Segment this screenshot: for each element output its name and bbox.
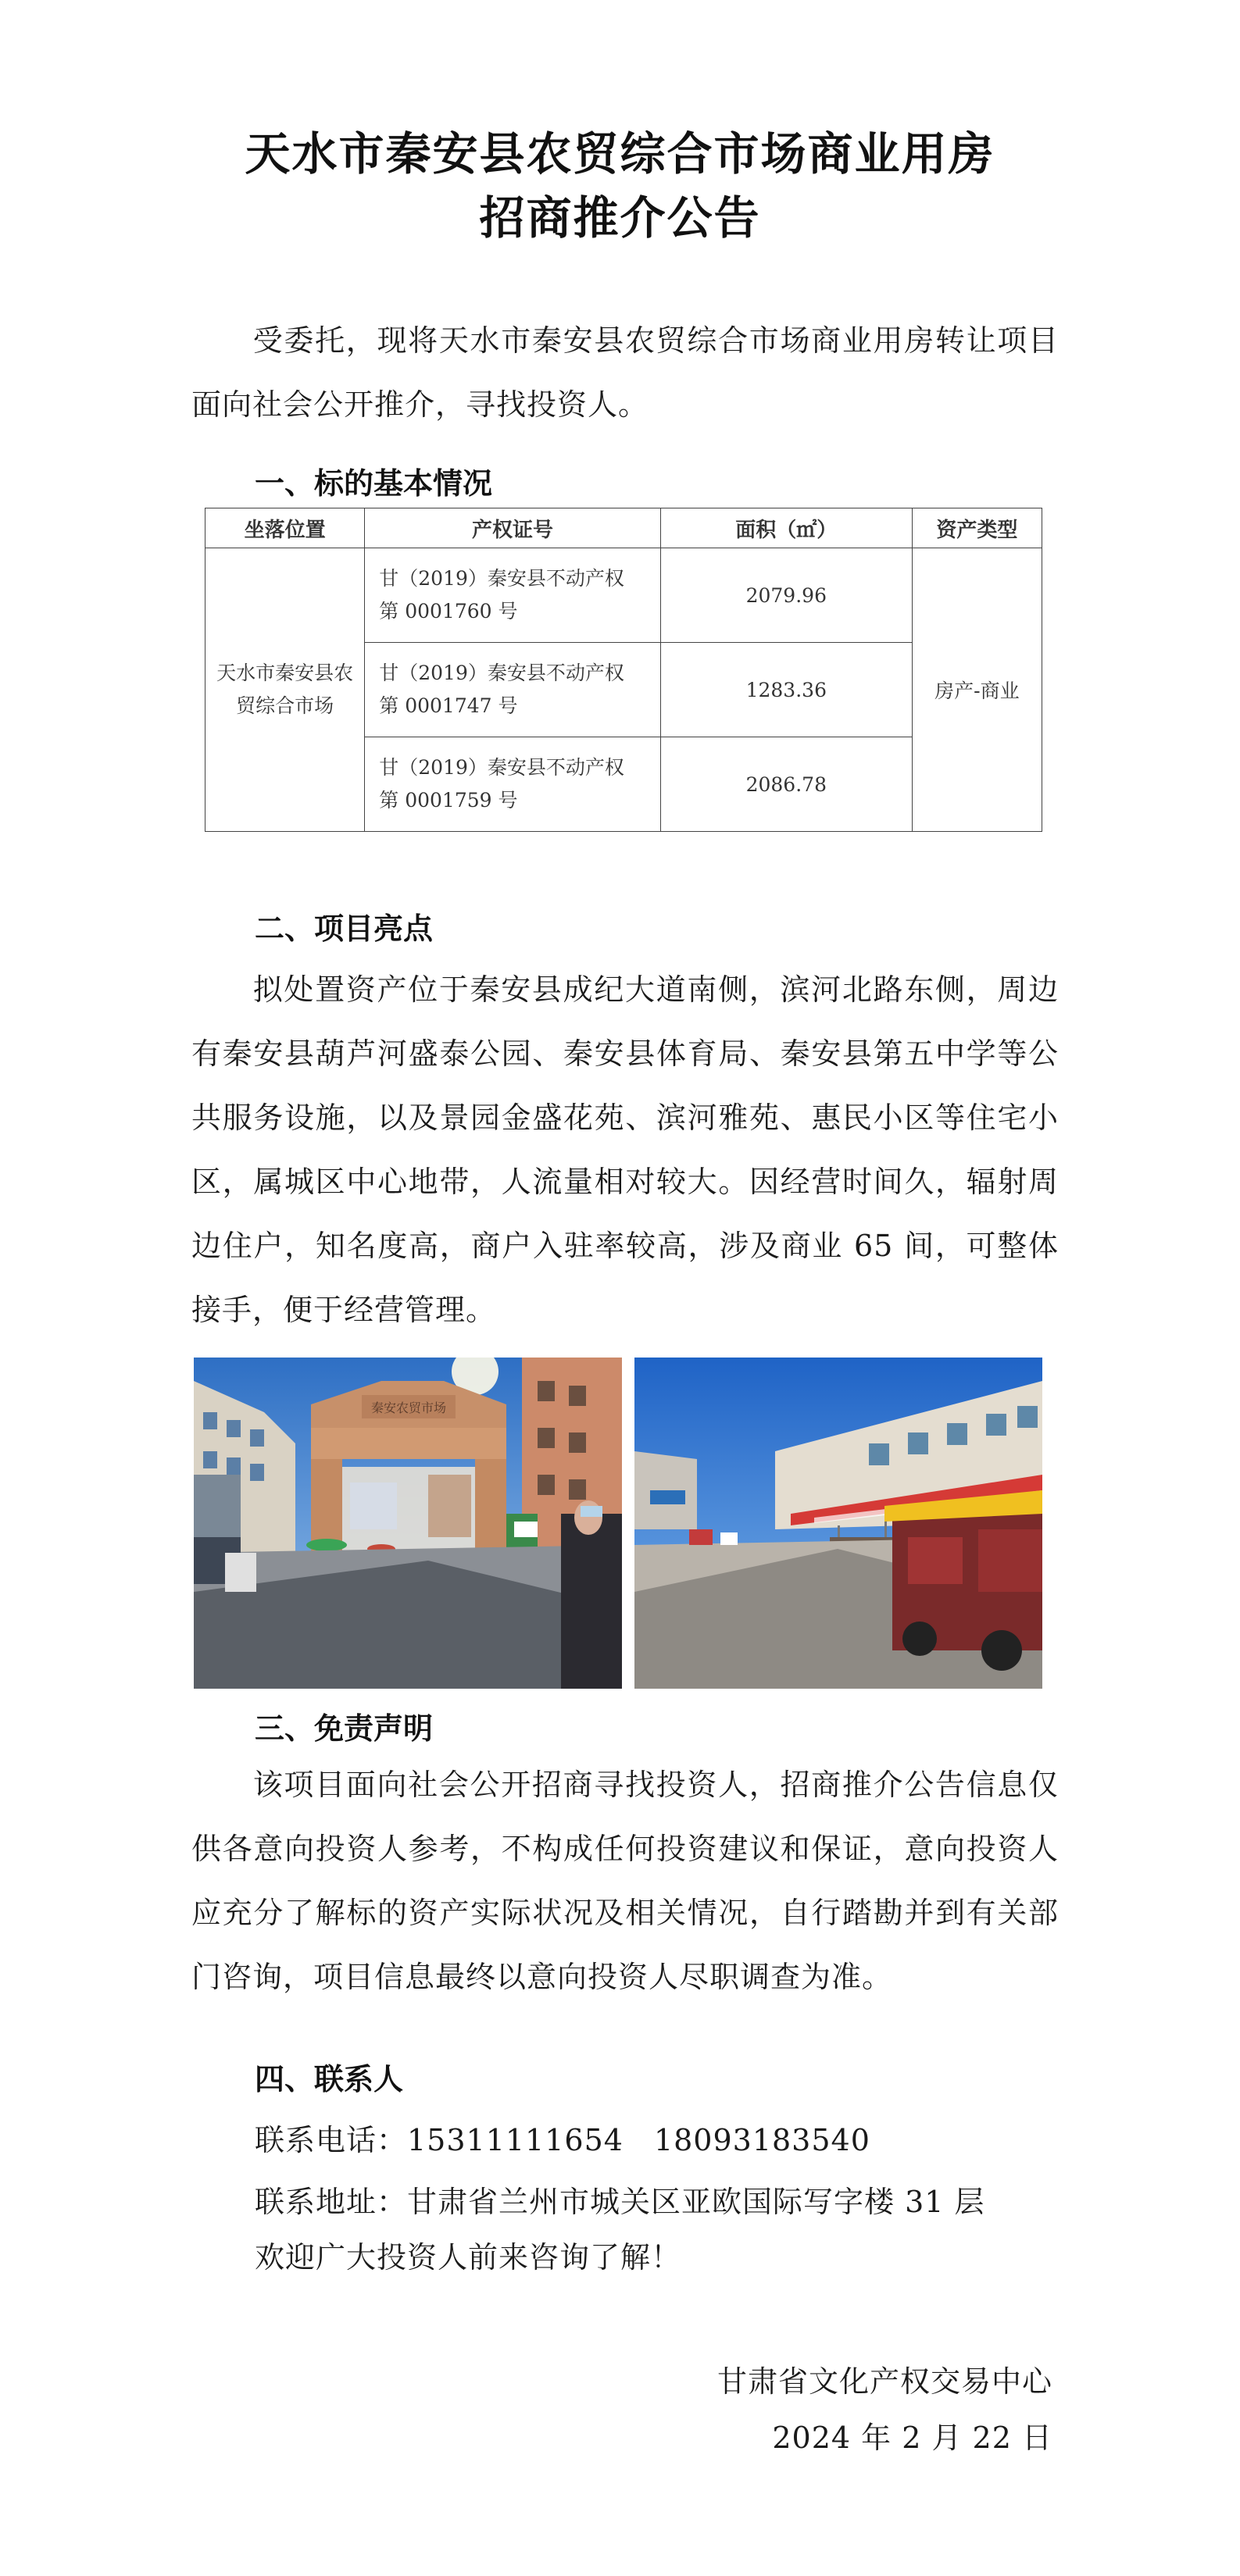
- area-cell: 1283.36: [660, 643, 912, 737]
- certificate-cell: [365, 643, 661, 737]
- contact-address: 联系地址：甘肃省兰州市城关区亚欧国际写字楼 31 层: [255, 2185, 985, 2219]
- intro-text: 受委托，现将天水市秦安县农贸综合市场商业用房转让项目面向社会公开推介，寻找投资人。: [191, 323, 1059, 422]
- certificate-line1: 甘（2019）秦安县不动产权: [379, 567, 624, 590]
- header-certificate: 产权证号: [365, 508, 661, 548]
- section3-heading: 三、免责声明: [255, 1711, 434, 1746]
- certificate-cell: [365, 737, 661, 832]
- disclaimer-text: 该项目面向社会公开招商寻找投资人，招商推介公告信息仅供各意向投资人参考，不构成任何投资建议和保证，意向投资人应充分了解标的资产实际状况及相关情况，自行踏勘并到有关部门咨询，项目信息最终以意向投资人尽职调查为准。: [191, 1768, 1059, 1994]
- disclaimer-paragraph: [191, 1753, 1059, 2009]
- area-cell: 2079.96: [660, 548, 912, 643]
- gate-sign-text: 秦安农贸市场: [370, 1400, 447, 1415]
- table-header-row: [205, 508, 1042, 548]
- asset-type-cell: 房产-商业: [912, 548, 1042, 832]
- header-location: 坐落位置: [205, 508, 365, 548]
- highlights-paragraph: [191, 958, 1059, 1342]
- contact-phone: 联系电话：15311111654 18093183540: [255, 2123, 870, 2157]
- location-cell: 天水市秦安县农贸综合市场: [205, 548, 365, 832]
- welcome-text: 欢迎广大投资人前来咨询了解！: [255, 2240, 682, 2275]
- certificate-line2: 第 0001759 号: [379, 789, 518, 812]
- highlights-text: 拟处置资产位于秦安县成纪大道南侧，滨河北路东侧，周边有秦安县葫芦河盛泰公园、秦安县体育局、秦安县第五中学等公共服务设施，以及景园金盛花苑、滨河雅苑、惠民小区等住宅小区，属城区中心地带，人流量相对较大。因经营时间久，辐射周边住户，知名度高，商户入驻率较高，涉及商业 65 间，可整体接手，便于经营管理。: [191, 972, 1059, 1327]
- section1-heading: 一、标的基本情况: [255, 466, 493, 501]
- issuer-name: 甘肃省文化产权交易中心: [716, 2364, 1052, 2399]
- certificate-line2: 第 0001747 号: [379, 694, 518, 717]
- market-gate-photo: [194, 1358, 622, 1689]
- area-cell: 2086.78: [660, 737, 912, 832]
- certificate-cell: [365, 548, 661, 643]
- page-subtitle: 招商推介公告: [479, 191, 761, 244]
- intro-paragraph: [191, 309, 1059, 437]
- certificate-line1: 甘（2019）秦安县不动产权: [379, 662, 624, 684]
- section4-heading: 四、联系人: [255, 2062, 404, 2096]
- certificate-line1: 甘（2019）秦安县不动产权: [379, 756, 624, 779]
- table-row: [205, 548, 1042, 643]
- section2-heading: 二、项目亮点: [255, 912, 434, 946]
- header-area: 面积（㎡）: [660, 508, 912, 548]
- market-street-photo: [634, 1358, 1042, 1689]
- asset-table: [205, 508, 1042, 832]
- page-title: 天水市秦安县农贸综合市场商业用房: [245, 127, 995, 180]
- issue-date: 2024 年 2 月 22 日: [772, 2421, 1052, 2455]
- header-asset-type: 资产类型: [912, 508, 1042, 548]
- certificate-line2: 第 0001760 号: [379, 600, 518, 623]
